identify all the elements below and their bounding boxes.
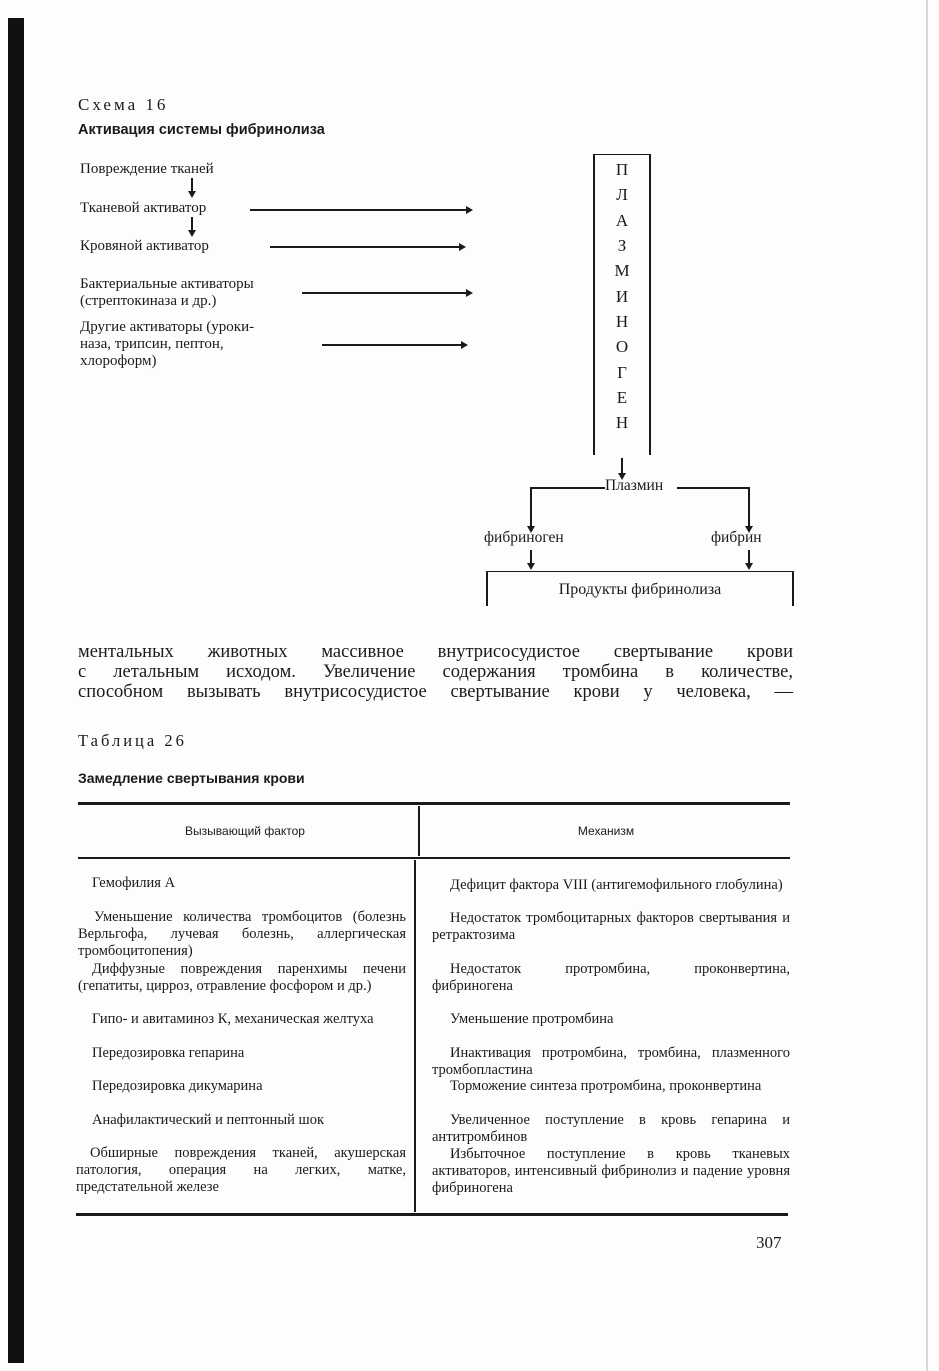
- table-cell-factor: Анафилактический и пептонный шок: [92, 1112, 324, 1128]
- activator-bacterial: Бактериальные активаторы: [80, 276, 254, 292]
- activator-tissue: Тканевой активатор: [80, 200, 207, 216]
- table-cell-factor: Уменьшение количества тромбоцитов (болезнь Верльгофа, лучевая болезнь, аллергическая тромбоцитопения): [78, 909, 406, 959]
- plasmin-line-right: [677, 487, 749, 489]
- table-header-mechanism: Механизм: [577, 824, 635, 838]
- plasmin-label: Плазмин: [605, 477, 664, 494]
- plasminogen-letter: М: [614, 261, 630, 280]
- arrow-tissue-activator: [250, 209, 467, 211]
- page-number: 307: [756, 1233, 782, 1252]
- plasminogen-letter: Л: [616, 185, 628, 204]
- activator-blood: Кровяной активатор: [80, 238, 209, 254]
- plasminogen-letter: Г: [617, 363, 627, 382]
- page-edge: [926, 0, 928, 1371]
- arrow-down-1: [191, 178, 193, 192]
- plasminogen-letter: З: [617, 236, 627, 255]
- arrow-blood-activator: [270, 246, 460, 248]
- arrow-fibrinogen-products: [530, 550, 532, 564]
- arrow-other-activator: [322, 344, 462, 346]
- scheme-label: Схема 16: [78, 95, 169, 114]
- table-label: Таблица 26: [78, 731, 187, 750]
- fibrin-label: фибрин: [711, 529, 762, 546]
- fibrinogen-label: фибриноген: [484, 529, 564, 546]
- plasmin-line-left: [530, 487, 605, 489]
- plasminogen-letter: Е: [616, 388, 628, 407]
- plasminogen-letter: О: [615, 337, 629, 356]
- plasminogen-letter: П: [615, 160, 629, 179]
- arrow-bacterial-activator: [302, 292, 467, 294]
- plasminogen-box: [593, 154, 651, 455]
- table-cell-mechanism: Недостаток тромбоцитарных факторов свертывания и ретрактозима: [432, 910, 790, 943]
- table-cell-mechanism: Недостаток протромбина, проконвертина, фибриногена: [432, 961, 790, 994]
- table-cell-factor: Диффузные повреждения паренхимы печени (гепатиты, цирроз, отравление фосфором и др.): [78, 961, 406, 994]
- body-line: способном вызывать внутрисосудистое свертывание крови у человека, —: [78, 682, 793, 702]
- table-cell-mechanism: Инактивация протромбина, тромбина, плазменного тромбопластина: [432, 1045, 790, 1078]
- body-line: с летальным исходом. Увеличение содержания тромбина в количестве,: [78, 662, 793, 682]
- arrow-to-plasmin: [621, 458, 623, 474]
- activator-bacterial-note: (стрептокиназа и др.): [80, 293, 217, 309]
- plasminogen-letter: Н: [615, 413, 629, 432]
- arrow-down-2: [191, 217, 193, 231]
- table-cell-mechanism: Избыточное поступление в кровь тканевых активаторов, интенсивный фибринолиз и падение уровня фибриногена: [432, 1146, 790, 1196]
- table-top-rule: [78, 802, 790, 805]
- arrow-fibrin-products: [748, 550, 750, 564]
- table-header-rule: [78, 857, 790, 859]
- table-cell-mechanism: Уменьшение протромбина: [450, 1011, 614, 1027]
- table-cell-factor: Передозировка дикумарина: [92, 1078, 263, 1094]
- table-cell-factor: Передозировка гепарина: [92, 1045, 245, 1061]
- body-line: ментальных животных массивное внутрисосудистое свертывание крови: [78, 642, 793, 662]
- table-cell-mechanism: Дефицит фактора VIII (антигемофильного глобулина): [450, 877, 783, 893]
- table-cell-mechanism: Увеличенное поступление в кровь гепарина и антитромбинов: [432, 1112, 790, 1145]
- table-title: Замедление свертывания крови: [78, 770, 305, 786]
- products-box: Продукты фибринолиза: [486, 571, 794, 606]
- plasminogen-letter: А: [615, 211, 629, 230]
- plasminogen-letter: Н: [615, 312, 629, 331]
- table-cell-factor: Обширные повреждения тканей, акушерская патология, операция на легких, матке, предстательной железе: [76, 1145, 406, 1195]
- page-spine-shadow: [8, 18, 24, 1363]
- scheme-title: Активация системы фибринолиза: [78, 122, 325, 138]
- table-bottom-rule: [76, 1213, 788, 1216]
- arrow-to-fibrinogen: [530, 487, 532, 527]
- table-header-divider: [418, 806, 420, 856]
- arrow-to-fibrin: [748, 487, 750, 527]
- table-header-factor: Вызывающий фактор: [185, 824, 305, 838]
- activator-other-3: хлороформ): [80, 353, 157, 369]
- activator-tissue-damage: Повреждение тканей: [80, 161, 214, 177]
- table-cell-factor: Гипо- и авитаминоз К, механическая желтуха: [92, 1011, 374, 1027]
- table-cell-mechanism: Торможение синтеза протромбина, проконвертина: [450, 1078, 762, 1094]
- plasminogen-letter: И: [615, 287, 629, 306]
- table-cell-factor: Гемофилия А: [92, 875, 176, 891]
- activator-other-1: Другие активаторы (уроки-: [80, 319, 255, 335]
- activator-other-2: наза, трипсин, пептон,: [80, 336, 224, 352]
- table-column-divider: [414, 860, 416, 1212]
